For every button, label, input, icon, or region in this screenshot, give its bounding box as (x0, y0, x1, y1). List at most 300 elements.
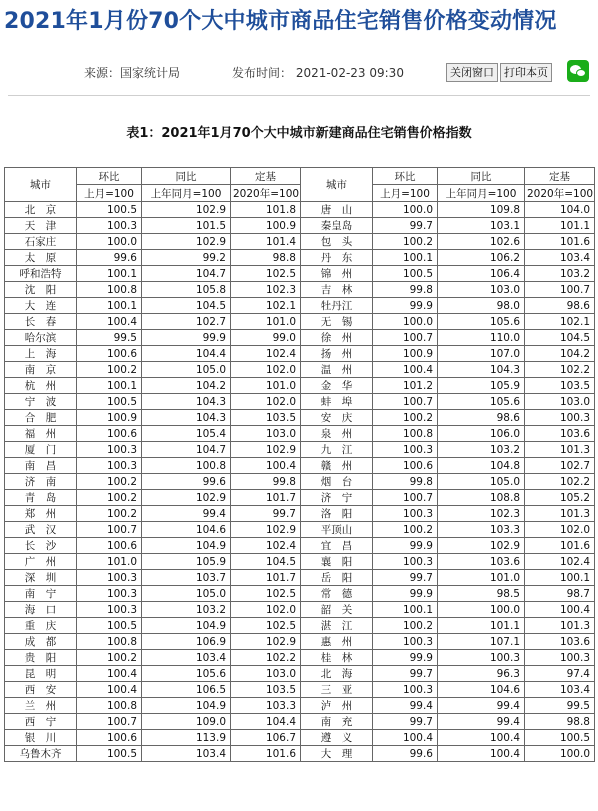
table-row (5, 474, 595, 490)
mom-cell: 100.6 (77, 346, 142, 362)
table-row (5, 282, 595, 298)
yoy-cell: 100.4 (438, 730, 525, 746)
yoy-cell: 100.8 (142, 458, 231, 474)
table-row (5, 250, 595, 266)
table-row (5, 618, 595, 634)
base-cell: 102.0 (525, 522, 595, 538)
city-cell: 丹 东 (301, 250, 373, 266)
base-cell: 102.0 (231, 602, 301, 618)
base-cell: 100.5 (525, 730, 595, 746)
yoy-cell: 104.2 (142, 378, 231, 394)
city-cell: 青 岛 (5, 490, 77, 506)
yoy-cell: 106.5 (142, 682, 231, 698)
mom-cell: 100.7 (373, 394, 438, 410)
base-cell: 103.4 (525, 682, 595, 698)
yoy-cell: 103.6 (438, 554, 525, 570)
city-cell: 成 都 (5, 634, 77, 650)
base-cell: 100.3 (525, 650, 595, 666)
mom-cell: 100.3 (77, 458, 142, 474)
mom-cell: 99.9 (373, 538, 438, 554)
city-cell: 太 原 (5, 250, 77, 266)
mom-cell: 99.7 (373, 666, 438, 682)
yoy-cell: 104.3 (142, 410, 231, 426)
base-cell: 100.7 (525, 282, 595, 298)
mom-cell: 100.2 (373, 618, 438, 634)
base-cell: 102.1 (231, 298, 301, 314)
mom-cell: 100.5 (77, 746, 142, 762)
table-row (5, 426, 595, 442)
yoy-cell: 99.6 (142, 474, 231, 490)
table-row (5, 554, 595, 570)
mom-cell: 100.3 (373, 506, 438, 522)
base-cell: 102.5 (231, 266, 301, 282)
yoy-cell: 102.3 (438, 506, 525, 522)
city-cell: 济 南 (5, 474, 77, 490)
mom-cell: 100.2 (77, 474, 142, 490)
base-cell: 104.5 (231, 554, 301, 570)
base-cell: 99.0 (231, 330, 301, 346)
mom-cell: 100.6 (77, 730, 142, 746)
city-cell: 天 津 (5, 218, 77, 234)
mom-cell: 100.2 (77, 650, 142, 666)
table-row (5, 362, 595, 378)
mom-cell: 100.3 (77, 586, 142, 602)
mom-cell: 100.7 (77, 522, 142, 538)
city-cell: 牡丹江 (301, 298, 373, 314)
table-row (5, 490, 595, 506)
city-cell: 泉 州 (301, 426, 373, 442)
close-window-button[interactable]: 关闭窗口 (446, 63, 498, 82)
base-cell: 98.7 (525, 586, 595, 602)
mom-cell: 99.6 (373, 746, 438, 762)
city-cell: 大 理 (301, 746, 373, 762)
header-yoy: 同比 (438, 168, 525, 185)
yoy-cell: 104.6 (438, 682, 525, 698)
mom-cell: 100.1 (77, 378, 142, 394)
base-cell: 103.6 (525, 634, 595, 650)
yoy-cell: 105.0 (142, 586, 231, 602)
city-cell: 呼和浩特 (5, 266, 77, 282)
yoy-cell: 105.8 (142, 282, 231, 298)
yoy-cell: 104.5 (142, 298, 231, 314)
city-cell: 长 春 (5, 314, 77, 330)
yoy-cell: 106.4 (438, 266, 525, 282)
yoy-cell: 99.2 (142, 250, 231, 266)
yoy-cell: 104.9 (142, 538, 231, 554)
base-cell: 102.9 (231, 522, 301, 538)
city-cell: 沈 阳 (5, 282, 77, 298)
mom-cell: 99.6 (77, 250, 142, 266)
city-cell: 昆 明 (5, 666, 77, 682)
city-cell: 金 华 (301, 378, 373, 394)
yoy-cell: 104.3 (438, 362, 525, 378)
yoy-cell: 101.5 (142, 218, 231, 234)
publish-time: 发布时间： 2021-02-23 09:30 (232, 66, 404, 80)
mom-cell: 99.9 (373, 298, 438, 314)
mom-cell: 99.8 (373, 474, 438, 490)
yoy-cell: 107.1 (438, 634, 525, 650)
base-cell: 103.5 (525, 378, 595, 394)
mom-cell: 100.6 (77, 426, 142, 442)
mom-cell: 99.7 (373, 218, 438, 234)
city-cell: 福 州 (5, 426, 77, 442)
yoy-cell: 99.4 (142, 506, 231, 522)
base-cell: 98.8 (525, 714, 595, 730)
subheader-yoy: 上年同月=100 (142, 185, 231, 202)
base-cell: 103.0 (525, 394, 595, 410)
yoy-cell: 104.7 (142, 266, 231, 282)
header-base: 定基 (525, 168, 595, 185)
yoy-cell: 110.0 (438, 330, 525, 346)
table-row (5, 650, 595, 666)
header-row (5, 168, 595, 185)
table-row (5, 218, 595, 234)
yoy-cell: 98.5 (438, 586, 525, 602)
mom-cell: 100.8 (77, 282, 142, 298)
yoy-cell: 104.3 (142, 394, 231, 410)
base-cell: 100.1 (525, 570, 595, 586)
yoy-cell: 103.4 (142, 746, 231, 762)
base-cell: 100.3 (525, 410, 595, 426)
city-cell: 九 江 (301, 442, 373, 458)
header-city: 城市 (301, 168, 373, 202)
mom-cell: 100.1 (373, 602, 438, 618)
print-page-button[interactable]: 打印本页 (500, 63, 552, 82)
table-row (5, 730, 595, 746)
base-cell: 101.1 (525, 218, 595, 234)
yoy-cell: 101.0 (438, 570, 525, 586)
mom-cell: 100.5 (373, 266, 438, 282)
yoy-cell: 102.9 (142, 234, 231, 250)
mom-cell: 100.2 (77, 490, 142, 506)
mom-cell: 100.3 (77, 570, 142, 586)
base-cell: 101.8 (231, 202, 301, 218)
base-cell: 102.7 (525, 458, 595, 474)
city-cell: 南 充 (301, 714, 373, 730)
mom-cell: 99.9 (373, 586, 438, 602)
city-cell: 深 圳 (5, 570, 77, 586)
city-cell: 杭 州 (5, 378, 77, 394)
yoy-cell: 102.9 (142, 490, 231, 506)
mom-cell: 100.3 (373, 442, 438, 458)
yoy-cell: 102.9 (142, 202, 231, 218)
yoy-cell: 104.6 (142, 522, 231, 538)
header-yoy: 同比 (142, 168, 231, 185)
city-cell: 南 京 (5, 362, 77, 378)
city-cell: 南 宁 (5, 586, 77, 602)
yoy-cell: 102.7 (142, 314, 231, 330)
mom-cell: 100.0 (373, 314, 438, 330)
base-cell: 101.0 (231, 378, 301, 394)
mom-cell: 99.9 (373, 650, 438, 666)
base-cell: 99.7 (231, 506, 301, 522)
city-cell: 哈尔滨 (5, 330, 77, 346)
city-cell: 西 安 (5, 682, 77, 698)
city-cell: 秦皇岛 (301, 218, 373, 234)
mom-cell: 100.3 (373, 682, 438, 698)
city-cell: 温 州 (301, 362, 373, 378)
city-cell: 赣 州 (301, 458, 373, 474)
base-cell: 101.3 (525, 506, 595, 522)
table-row (5, 410, 595, 426)
table-row (5, 682, 595, 698)
city-cell: 长 沙 (5, 538, 77, 554)
mom-cell: 100.0 (77, 234, 142, 250)
yoy-cell: 104.4 (142, 346, 231, 362)
base-cell: 104.4 (231, 714, 301, 730)
mom-cell: 100.5 (77, 394, 142, 410)
city-cell: 武 汉 (5, 522, 77, 538)
city-cell: 泸 州 (301, 698, 373, 714)
mom-cell: 100.7 (373, 490, 438, 506)
city-cell: 厦 门 (5, 442, 77, 458)
table-row (5, 394, 595, 410)
base-cell: 103.0 (231, 666, 301, 682)
yoy-cell: 103.4 (142, 650, 231, 666)
base-cell: 102.1 (525, 314, 595, 330)
base-cell: 101.3 (525, 618, 595, 634)
table-row (5, 298, 595, 314)
city-cell: 桂 林 (301, 650, 373, 666)
base-cell: 102.3 (231, 282, 301, 298)
city-cell: 兰 州 (5, 698, 77, 714)
base-cell: 103.0 (231, 426, 301, 442)
yoy-cell: 98.6 (438, 410, 525, 426)
yoy-cell: 103.7 (142, 570, 231, 586)
yoy-cell: 102.6 (438, 234, 525, 250)
city-cell: 安 庆 (301, 410, 373, 426)
mom-cell: 100.8 (373, 426, 438, 442)
table-row (5, 378, 595, 394)
city-cell: 岳 阳 (301, 570, 373, 586)
table-row (5, 602, 595, 618)
mom-cell: 100.4 (77, 666, 142, 682)
city-cell: 北 京 (5, 202, 77, 218)
mom-cell: 100.4 (77, 682, 142, 698)
wechat-icon[interactable] (567, 60, 589, 82)
city-cell: 蚌 埠 (301, 394, 373, 410)
city-cell: 锦 州 (301, 266, 373, 282)
base-cell: 102.2 (231, 650, 301, 666)
base-cell: 101.7 (231, 570, 301, 586)
meta-row (0, 60, 598, 86)
table-row (5, 698, 595, 714)
mom-cell: 100.2 (373, 522, 438, 538)
header-mom: 环比 (77, 168, 142, 185)
mom-cell: 100.8 (77, 698, 142, 714)
city-cell: 常 德 (301, 586, 373, 602)
yoy-cell: 105.6 (142, 666, 231, 682)
mom-cell: 100.6 (373, 458, 438, 474)
mom-cell: 99.5 (77, 330, 142, 346)
mom-cell: 100.5 (77, 202, 142, 218)
price-index-table (4, 167, 595, 762)
base-cell: 103.6 (525, 426, 595, 442)
source-text: 来源：国家统计局 (84, 66, 181, 80)
yoy-cell: 98.0 (438, 298, 525, 314)
mom-cell: 100.3 (77, 602, 142, 618)
table-row (5, 202, 595, 218)
table-row (5, 570, 595, 586)
yoy-cell: 106.9 (142, 634, 231, 650)
mom-cell: 100.0 (373, 202, 438, 218)
yoy-cell: 109.0 (142, 714, 231, 730)
city-cell: 贵 阳 (5, 650, 77, 666)
yoy-cell: 100.4 (438, 746, 525, 762)
yoy-cell: 109.8 (438, 202, 525, 218)
mom-cell: 100.3 (373, 554, 438, 570)
mom-cell: 100.8 (77, 634, 142, 650)
table-row (5, 330, 595, 346)
city-cell: 无 锡 (301, 314, 373, 330)
city-cell: 宜 昌 (301, 538, 373, 554)
table-row (5, 746, 595, 762)
base-cell: 101.0 (231, 314, 301, 330)
mom-cell: 100.1 (373, 250, 438, 266)
page-title: 2021年1月份70个大中城市商品住宅销售价格变动情况 (4, 9, 557, 34)
divider (8, 95, 590, 96)
base-cell: 101.6 (231, 746, 301, 762)
yoy-cell: 100.3 (438, 650, 525, 666)
base-cell: 104.5 (525, 330, 595, 346)
city-cell: 襄 阳 (301, 554, 373, 570)
yoy-cell: 105.0 (438, 474, 525, 490)
city-cell: 合 肥 (5, 410, 77, 426)
city-cell: 乌鲁木齐 (5, 746, 77, 762)
base-cell: 103.3 (231, 698, 301, 714)
city-cell: 海 口 (5, 602, 77, 618)
subheader-mom: 上月=100 (77, 185, 142, 202)
base-cell: 102.9 (231, 442, 301, 458)
table-body (5, 202, 595, 762)
table-row (5, 538, 595, 554)
base-cell: 104.2 (525, 346, 595, 362)
yoy-cell: 105.9 (142, 554, 231, 570)
yoy-cell: 104.7 (142, 442, 231, 458)
mom-cell: 100.3 (77, 442, 142, 458)
base-cell: 102.4 (525, 554, 595, 570)
mom-cell: 99.7 (373, 714, 438, 730)
table-row (5, 586, 595, 602)
base-cell: 103.2 (525, 266, 595, 282)
city-cell: 包 头 (301, 234, 373, 250)
table-row (5, 666, 595, 682)
yoy-cell: 96.3 (438, 666, 525, 682)
mom-cell: 101.2 (373, 378, 438, 394)
base-cell: 103.5 (231, 410, 301, 426)
yoy-cell: 102.9 (438, 538, 525, 554)
yoy-cell: 100.0 (438, 602, 525, 618)
mom-cell: 100.3 (77, 218, 142, 234)
base-cell: 101.6 (525, 234, 595, 250)
city-cell: 银 川 (5, 730, 77, 746)
base-cell: 105.2 (525, 490, 595, 506)
city-cell: 南 昌 (5, 458, 77, 474)
base-cell: 102.0 (231, 394, 301, 410)
yoy-cell: 103.0 (438, 282, 525, 298)
city-cell: 平顶山 (301, 522, 373, 538)
city-cell: 重 庆 (5, 618, 77, 634)
yoy-cell: 101.1 (438, 618, 525, 634)
mom-cell: 100.6 (77, 538, 142, 554)
base-cell: 102.5 (231, 586, 301, 602)
yoy-cell: 107.0 (438, 346, 525, 362)
table-row (5, 458, 595, 474)
mom-cell: 100.1 (77, 298, 142, 314)
mom-cell: 100.2 (77, 506, 142, 522)
yoy-cell: 103.1 (438, 218, 525, 234)
yoy-cell: 99.4 (438, 698, 525, 714)
city-cell: 徐 州 (301, 330, 373, 346)
subheader-base: 2020年=100 (231, 185, 301, 202)
subheader-base: 2020年=100 (525, 185, 595, 202)
yoy-cell: 106.2 (438, 250, 525, 266)
header-mom: 环比 (373, 168, 438, 185)
table-row (5, 234, 595, 250)
city-cell: 扬 州 (301, 346, 373, 362)
base-cell: 102.2 (525, 474, 595, 490)
base-cell: 99.5 (525, 698, 595, 714)
city-cell: 郑 州 (5, 506, 77, 522)
table-row (5, 714, 595, 730)
city-cell: 惠 州 (301, 634, 373, 650)
city-cell: 大 连 (5, 298, 77, 314)
mom-cell: 100.4 (373, 362, 438, 378)
yoy-cell: 104.8 (438, 458, 525, 474)
base-cell: 104.0 (525, 202, 595, 218)
yoy-cell: 99.4 (438, 714, 525, 730)
mom-cell: 100.3 (373, 634, 438, 650)
base-cell: 102.4 (231, 538, 301, 554)
base-cell: 100.4 (525, 602, 595, 618)
mom-cell: 99.8 (373, 282, 438, 298)
city-cell: 石家庄 (5, 234, 77, 250)
base-cell: 99.8 (231, 474, 301, 490)
city-cell: 三 亚 (301, 682, 373, 698)
base-cell: 102.2 (525, 362, 595, 378)
subheader-mom: 上月=100 (373, 185, 438, 202)
base-cell: 102.9 (231, 634, 301, 650)
city-cell: 吉 林 (301, 282, 373, 298)
yoy-cell: 103.2 (438, 442, 525, 458)
city-cell: 广 州 (5, 554, 77, 570)
city-cell: 遵 义 (301, 730, 373, 746)
city-cell: 韶 关 (301, 602, 373, 618)
table-row (5, 442, 595, 458)
base-cell: 100.0 (525, 746, 595, 762)
base-cell: 103.4 (525, 250, 595, 266)
mom-cell: 99.7 (373, 570, 438, 586)
yoy-cell: 105.6 (438, 394, 525, 410)
mom-cell: 100.7 (77, 714, 142, 730)
city-cell: 唐 山 (301, 202, 373, 218)
mom-cell: 100.2 (373, 234, 438, 250)
yoy-cell: 103.2 (142, 602, 231, 618)
subheader-row (5, 185, 595, 202)
base-cell: 100.4 (231, 458, 301, 474)
yoy-cell: 104.9 (142, 698, 231, 714)
mom-cell: 100.9 (373, 346, 438, 362)
header-city: 城市 (5, 168, 77, 202)
subheader-yoy: 上年同月=100 (438, 185, 525, 202)
base-cell: 97.4 (525, 666, 595, 682)
yoy-cell: 106.0 (438, 426, 525, 442)
mom-cell: 100.2 (373, 410, 438, 426)
table-row (5, 266, 595, 282)
yoy-cell: 113.9 (142, 730, 231, 746)
city-cell: 洛 阳 (301, 506, 373, 522)
mom-cell: 100.1 (77, 266, 142, 282)
